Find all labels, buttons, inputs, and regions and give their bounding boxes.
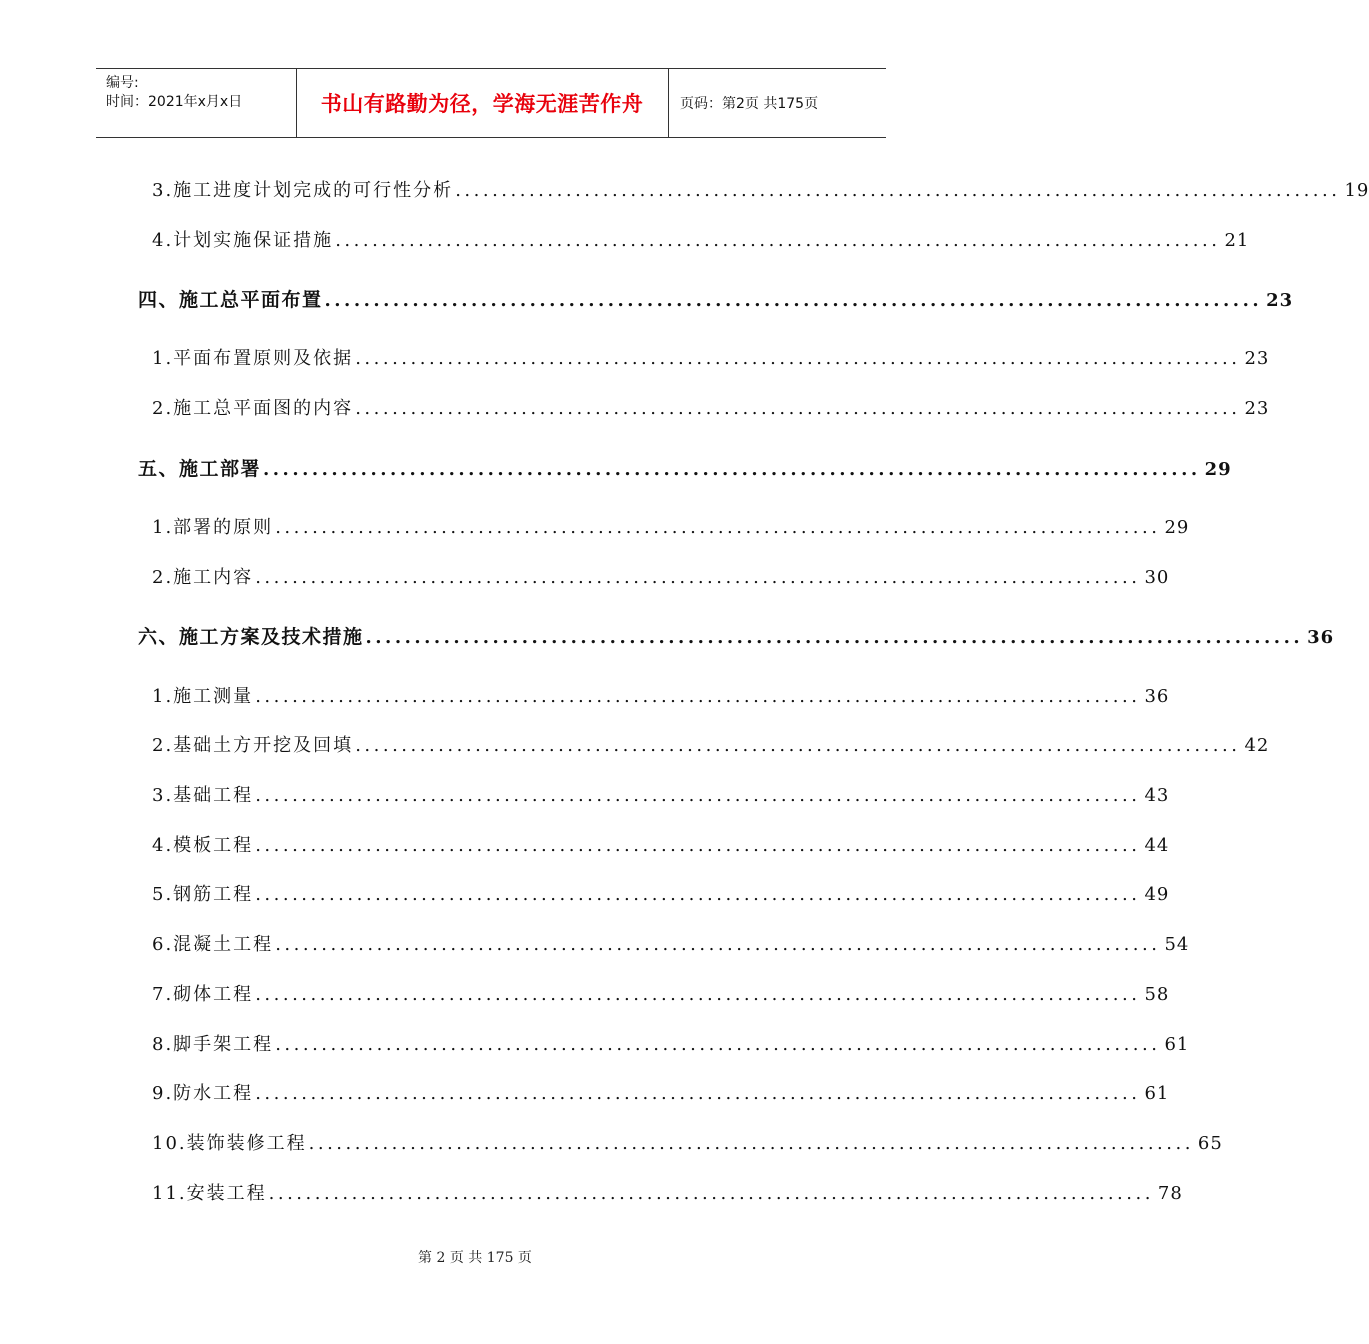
toc-entry-page: 23 bbox=[1244, 348, 1270, 369]
toc-leader-dots: ................................................................................................ bbox=[324, 290, 1263, 311]
toc-entry[interactable] bbox=[152, 682, 1170, 708]
toc-section-page: 29 bbox=[1204, 459, 1232, 480]
toc-entry-label: 7.砌体工程 bbox=[152, 984, 254, 1005]
toc-leader-dots: ................................................................................................ bbox=[255, 984, 1141, 1005]
toc-entry-page: 65 bbox=[1197, 1133, 1223, 1154]
toc-section-label: 六、施工方案及技术措施 bbox=[138, 626, 364, 648]
toc-entry[interactable] bbox=[152, 176, 1369, 202]
toc-entry-label: 1.部署的原则 bbox=[152, 517, 274, 538]
toc-entry-label: 1.施工测量 bbox=[152, 686, 254, 707]
toc-entry[interactable] bbox=[152, 394, 1270, 420]
toc-entry-label: 4.计划实施保证措施 bbox=[152, 230, 334, 251]
toc-leader-dots: ................................................................................................ bbox=[255, 785, 1141, 806]
toc-leader-dots: ................................................................................................ bbox=[268, 1183, 1154, 1204]
toc-leader-dots: ................................................................................................ bbox=[275, 517, 1161, 538]
toc-entry[interactable] bbox=[152, 1129, 1223, 1155]
page-footer: 第 2 页 共 175 页 bbox=[418, 1250, 532, 1266]
toc-leader-dots: ................................................................................................ bbox=[255, 1083, 1141, 1104]
toc-leader-dots: ................................................................................................ bbox=[275, 1034, 1161, 1055]
toc-entry[interactable] bbox=[152, 513, 1190, 539]
toc-entry[interactable] bbox=[152, 1179, 1183, 1205]
toc-leader-dots: ................................................................................................ bbox=[255, 884, 1141, 905]
toc-entry[interactable] bbox=[152, 1030, 1190, 1056]
toc-entry-page: 29 bbox=[1164, 517, 1190, 538]
code-label: 编号: bbox=[106, 75, 139, 91]
toc-entry-label: 6.混凝土工程 bbox=[152, 934, 274, 955]
toc-entry-label: 3.基础工程 bbox=[152, 785, 254, 806]
toc-entry[interactable] bbox=[152, 831, 1170, 857]
toc-entry-page: 19 bbox=[1344, 180, 1369, 201]
time-label: 时间：2021年x月x日 bbox=[106, 94, 243, 110]
toc-entry-label: 1.平面布置原则及依据 bbox=[152, 348, 354, 369]
header-motto: 书山有路勤为径，学海无涯苦作舟 bbox=[320, 91, 644, 116]
toc-entry-page: 61 bbox=[1144, 1083, 1170, 1104]
toc-entry-label: 2.基础土方开挖及回填 bbox=[152, 735, 354, 756]
toc-leader-dots: ................................................................................................ bbox=[355, 735, 1241, 756]
toc-entry-page: 78 bbox=[1157, 1183, 1183, 1204]
toc-entry-page: 43 bbox=[1144, 785, 1170, 806]
toc-entry-page: 30 bbox=[1144, 567, 1170, 588]
toc-leader-dots: ................................................................................................ bbox=[335, 230, 1221, 251]
toc-leader-dots: ................................................................................................ bbox=[308, 1133, 1194, 1154]
toc-entry-page: 21 bbox=[1224, 230, 1250, 251]
toc-section-entry[interactable] bbox=[138, 285, 1294, 311]
toc-entry[interactable] bbox=[152, 226, 1250, 252]
toc-entry-page: 49 bbox=[1144, 884, 1170, 905]
toc-section-entry[interactable] bbox=[138, 454, 1232, 480]
toc-entry[interactable] bbox=[152, 344, 1270, 370]
toc-entry[interactable] bbox=[152, 980, 1170, 1006]
toc-entry-label: 2.施工内容 bbox=[152, 567, 254, 588]
toc-entry-label: 10.装饰装修工程 bbox=[152, 1133, 307, 1154]
toc-entry-label: 9.防水工程 bbox=[152, 1083, 254, 1104]
toc-leader-dots: ................................................................................................ bbox=[263, 459, 1201, 480]
toc-entry-page: 23 bbox=[1244, 398, 1270, 419]
toc-entry-label: 2.施工总平面图的内容 bbox=[152, 398, 354, 419]
toc-entry-label: 8.脚手架工程 bbox=[152, 1034, 274, 1055]
toc-section-page: 36 bbox=[1307, 627, 1335, 648]
toc-entry[interactable] bbox=[152, 563, 1170, 589]
toc-section-label: 五、施工部署 bbox=[138, 458, 262, 480]
toc-leader-dots: ................................................................................................ bbox=[355, 348, 1241, 369]
toc-section-label: 四、施工总平面布置 bbox=[138, 289, 323, 311]
toc-entry-page: 61 bbox=[1164, 1034, 1190, 1055]
toc-leader-dots: ................................................................................................ bbox=[275, 934, 1161, 955]
toc-entry-label: 5.钢筋工程 bbox=[152, 884, 254, 905]
header-page-label: 页码：第2页 共175页 bbox=[680, 96, 819, 112]
toc-entry-label: 11.安装工程 bbox=[152, 1183, 267, 1204]
toc-entry[interactable] bbox=[152, 781, 1170, 807]
toc-entry-page: 54 bbox=[1164, 934, 1190, 955]
toc-entry[interactable] bbox=[152, 880, 1170, 906]
toc-leader-dots: ................................................................................................ bbox=[255, 567, 1141, 588]
toc-entry-page: 36 bbox=[1144, 686, 1170, 707]
toc-entry-page: 42 bbox=[1244, 735, 1270, 756]
toc-entry-label: 3.施工进度计划完成的可行性分析 bbox=[152, 180, 454, 201]
toc-leader-dots: ................................................................................................ bbox=[455, 180, 1341, 201]
toc-leader-dots: ................................................................................................ bbox=[255, 686, 1141, 707]
toc-entry[interactable] bbox=[152, 731, 1270, 757]
toc-entry-page: 44 bbox=[1144, 835, 1170, 856]
toc-entry[interactable] bbox=[152, 1079, 1170, 1105]
toc-entry-page: 58 bbox=[1144, 984, 1170, 1005]
toc-entry-label: 4.模板工程 bbox=[152, 835, 254, 856]
toc-leader-dots: ................................................................................................ bbox=[255, 835, 1141, 856]
toc-leader-dots: ................................................................................................ bbox=[355, 398, 1241, 419]
toc-section-entry[interactable] bbox=[138, 622, 1335, 648]
toc-leader-dots: ................................................................................................ bbox=[365, 627, 1304, 648]
toc-entry[interactable] bbox=[152, 930, 1190, 956]
toc-section-page: 23 bbox=[1266, 290, 1294, 311]
